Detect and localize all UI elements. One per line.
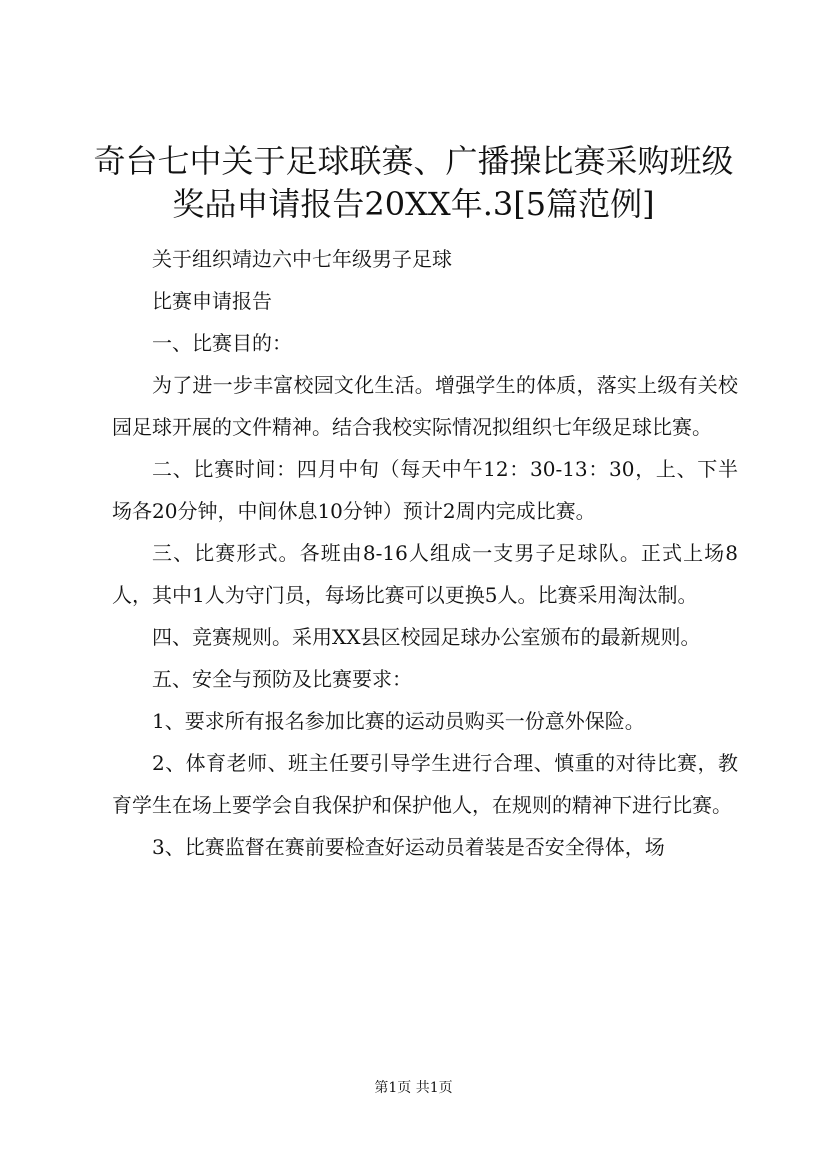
- document-body: [112, 238, 738, 868]
- section-rules-text: 四、竞赛规则。采用XX县区校园足球办公室颁布的最新规则。: [152, 625, 701, 649]
- title-line-2: 奖品申请报告20XX年.3[5篇范例]: [172, 185, 655, 223]
- title-line-1: 奇台七中关于足球联赛、广播操比赛采购班级: [93, 142, 734, 180]
- safety-item-2: 2、体育老师、班主任要引导学生进行合理、慎重的对待比赛，教育学生在场上要学会自我保护和保护他人，在规则的精神下进行比赛。: [112, 751, 738, 817]
- paragraph-heading-2: 比赛申请报告: [152, 289, 272, 313]
- page-footer: 第1页 共1页: [374, 1080, 453, 1096]
- section-time-text: 二、比赛时间：四月中旬（每天中午12：30-13：30，上、下半场各20分钟，中间休息10分钟）预计2周内完成比赛。: [112, 457, 738, 523]
- safety-item-1: 1、要求所有报名参加比赛的运动员购买一份意外保险。: [152, 709, 645, 733]
- section-purpose-heading: 一、比赛目的：: [152, 331, 292, 355]
- paragraph-heading-1: 关于组织靖边六中七年级男子足球: [152, 247, 452, 271]
- section-purpose-text: 为了进一步丰富校园文化生活。增强学生的体质，落实上级有关校园足球开展的文件精神。结合我校实际情况拟组织七年级足球比赛。: [112, 373, 738, 439]
- document-title: [60, 140, 767, 226]
- safety-item-3: 3、比赛监督在赛前要检查好运动员着装是否安全得体，场: [152, 835, 665, 859]
- section-safety-heading: 五、安全与预防及比赛要求：: [152, 667, 412, 691]
- section-format-text: 三、比赛形式。各班由8-16人组成一支男子足球队。正式上场8人，其中1人为守门员，每场比赛可以更换5人。比赛采用淘汰制。: [112, 541, 738, 607]
